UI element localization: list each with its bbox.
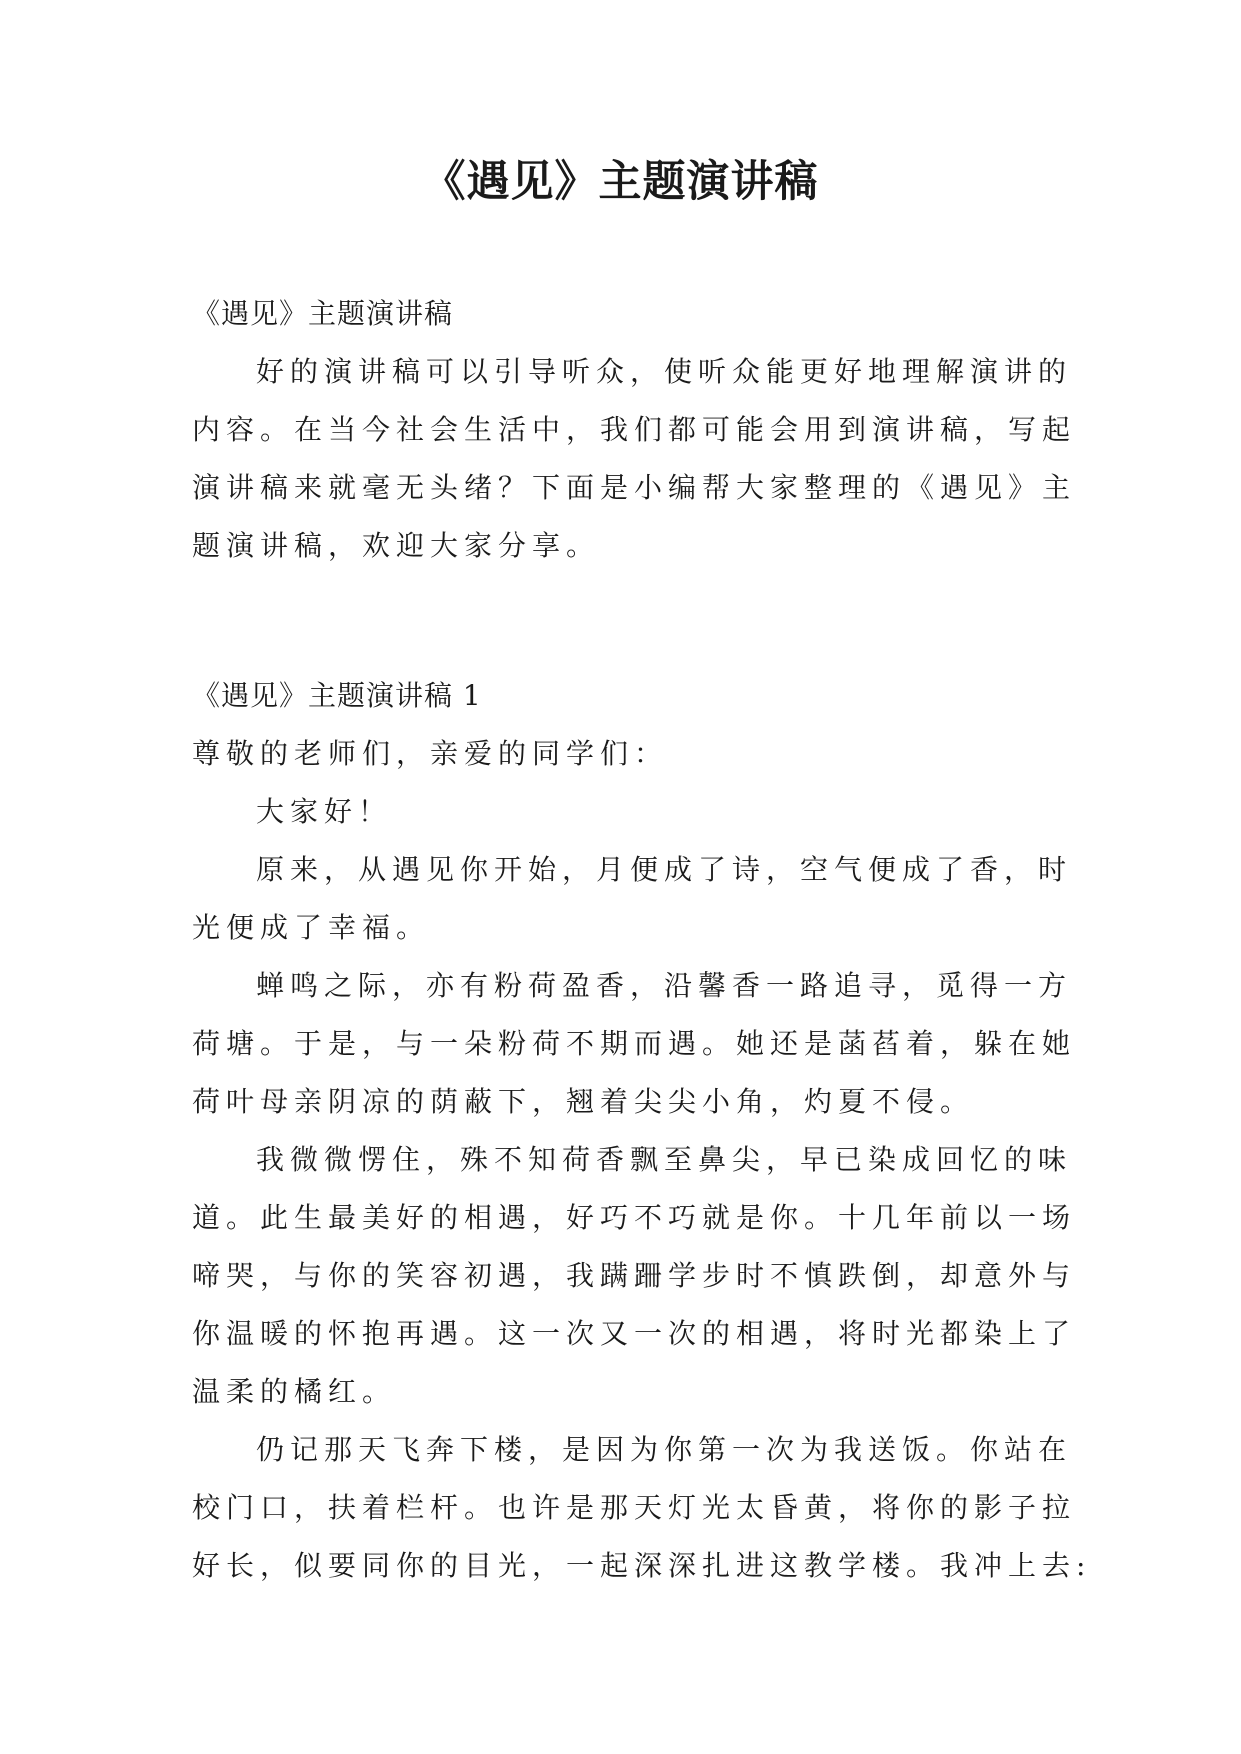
paragraph-1: [192, 841, 1073, 957]
text-line: 你温暖的怀抱再遇。这一次又一次的相遇，将时光都染上了: [192, 1317, 1077, 1350]
intro-heading: 《遇见》主题演讲稿: [192, 297, 454, 330]
text-line: 校门口，扶着栏杆。也许是那天灯光太昏黄，将你的影子拉: [192, 1491, 1077, 1524]
text-line: 题演讲稿，欢迎大家分享。: [192, 529, 601, 562]
text-line: 荷塘。于是，与一朵粉荷不期而遇。她还是菡萏着，躲在她: [192, 1027, 1077, 1060]
text-line: 啼哭，与你的笑容初遇，我蹒跚学步时不慎跌倒，却意外与: [192, 1259, 1077, 1292]
text-line: 好长，似要同你的目光，一起深深扎进这教学楼。我冲上去:: [192, 1549, 1092, 1582]
document-title: 《遇见》主题演讲稿: [422, 157, 819, 207]
text-line: 温柔的橘红。: [192, 1375, 397, 1408]
text-line: 蝉鸣之际，亦有粉荷盈香，沿馨香一路追寻，觅得一方: [256, 969, 1073, 1002]
paragraph-3: [192, 1131, 1077, 1421]
text-line: 荷叶母亲阴凉的荫蔽下，翘着尖尖小角，灼夏不侵。: [192, 1085, 975, 1118]
document-body: [192, 285, 1092, 1595]
text-line: 演讲稿来就毫无头绪？下面是小编帮大家整理的《遇见》主: [192, 471, 1077, 504]
text-line: 好的演讲稿可以引导听众，使听众能更好地理解演讲的: [256, 355, 1073, 388]
text-line: 我微微愣住，殊不知荷香飘至鼻尖，早已染成回忆的味: [256, 1143, 1073, 1176]
text-line: 仍记那天飞奔下楼，是因为你第一次为我送饭。你站在: [256, 1433, 1073, 1466]
paragraph-2: [192, 957, 1077, 1131]
text-line: 原来，从遇见你开始，月便成了诗，空气便成了香，时: [256, 853, 1073, 886]
text-line: 光便成了幸福。: [192, 911, 431, 944]
intro-paragraph: [192, 343, 1077, 575]
text-line: 内容。在当今社会生活中，我们都可能会用到演讲稿，写起: [192, 413, 1077, 446]
section-heading: 《遇见》主题演讲稿 1: [192, 679, 482, 712]
paragraph-4: [192, 1421, 1092, 1595]
section-spacer: [192, 575, 1050, 667]
salutation: 尊敬的老师们，亲爱的同学们：: [192, 737, 669, 770]
greeting: 大家好！: [256, 795, 393, 828]
text-line: 道。此生最美好的相遇，好巧不巧就是你。十几年前以一场: [192, 1201, 1077, 1234]
